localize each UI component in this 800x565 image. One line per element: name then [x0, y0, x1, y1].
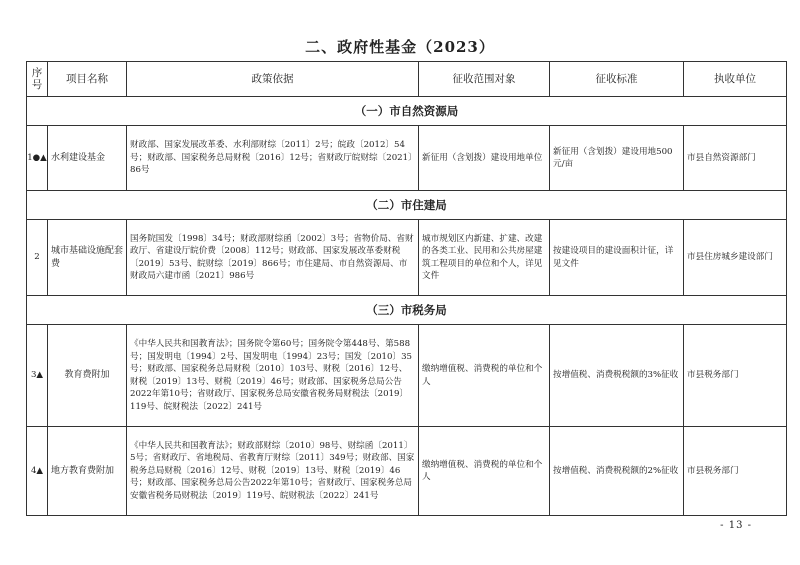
row-name: 城市基础设施配套费	[48, 220, 127, 296]
section-heading: （三）市税务局	[27, 296, 787, 325]
row-standard: 按增值税、消费税税额的3%征收	[550, 325, 684, 427]
row-basis: 《中华人民共和国教育法》；财政部财综〔2010〕98号、财综函〔2011〕5号；省财政厅、省地税局、省教育厅财综〔2011〕349号；财政部、国家税务总局财税〔2016〕12号、财税〔2019〕13号、财税〔2019〕46号；财政部、国家税务总局公告2022年第10号；省财政厅、国家税务总局安徽省税务局财税法〔2019〕119号、皖财税法〔2022〕241号	[127, 427, 419, 516]
header-standard: 征收标准	[550, 62, 684, 97]
row-scope: 缴纳增值税、消费税的单位和个人	[419, 325, 550, 427]
section-row	[27, 97, 787, 126]
row-scope: 缴纳增值税、消费税的单位和个人	[419, 427, 550, 516]
row-seq: 2	[27, 220, 48, 296]
row-basis: 《中华人民共和国教育法》；国务院令第60号；国务院令第448号、第588号；国发明电〔1994〕2号、国发明电〔1994〕23号；国发〔2010〕35号；财政部、国家税务总局财税〔2010〕103号、财税〔2016〕12号、财税〔2019〕13号、财税〔2019〕46号；财政部、国家税务总局公告2022年第10号；省财政厅、国家税务总局安徽省税务局财税法〔2019〕119号、皖财税法〔2022〕241号	[127, 325, 419, 427]
row-scope: 城市规划区内新建、扩建、改建的各类工业、民用和公共房屋建筑工程项目的单位和个人，详见文件	[419, 220, 550, 296]
row-basis: 财政部、国家发展改革委、水利部财综〔2011〕2号；皖政〔2012〕54号；财政部、国家税务总局财税〔2016〕12号；省财政厅皖财综〔2021〕86号	[127, 126, 419, 191]
row-unit: 市县自然资源部门	[684, 126, 787, 191]
table-row	[27, 220, 787, 296]
table-row	[27, 126, 787, 191]
section-row	[27, 296, 787, 325]
header-unit: 执收单位	[684, 62, 787, 97]
header-seq: 序号	[27, 62, 48, 97]
row-name: 地方教育费附加	[48, 427, 127, 516]
row-scope: 新征用（含划拨）建设用地单位	[419, 126, 550, 191]
section-heading: （二）市住建局	[27, 191, 787, 220]
header-name: 项目名称	[48, 62, 127, 97]
row-standard: 按建设项目的建设面积计征，详见文件	[550, 220, 684, 296]
row-name: 水利建设基金	[48, 126, 127, 191]
row-unit: 市县税务部门	[684, 325, 787, 427]
row-seq: 4▲	[27, 427, 48, 516]
header-row	[27, 62, 787, 97]
row-unit: 市县税务部门	[684, 427, 787, 516]
table-row	[27, 427, 787, 516]
row-seq: 3▲	[27, 325, 48, 427]
section-heading: （一）市自然资源局	[27, 97, 787, 126]
fund-table	[26, 61, 787, 516]
row-standard: 新征用（含划拨）建设用地500元/亩	[550, 126, 684, 191]
table-row	[27, 325, 787, 427]
row-unit: 市县住房城乡建设部门	[684, 220, 787, 296]
row-seq: 1●▲	[27, 126, 48, 191]
header-scope: 征收范围对象	[419, 62, 550, 97]
row-standard: 按增值税、消费税税额的2%征收	[550, 427, 684, 516]
section-row	[27, 191, 787, 220]
header-basis: 政策依据	[127, 62, 419, 97]
page-number: - 13 -	[720, 520, 752, 531]
row-basis: 国务院国发〔1998〕34号；财政部财综函〔2002〕3号；省物价局、省财政厅、省建设厅皖价费〔2008〕112号；财政部、国家发展改革委财税〔2019〕53号、皖财综〔2019〕866号；市住建局、市自然资源局、市财政局六建市函〔2021〕986号	[127, 220, 419, 296]
page-title: 二、政府性基金（2023）	[305, 38, 495, 56]
row-name: 教育费附加	[48, 325, 127, 427]
